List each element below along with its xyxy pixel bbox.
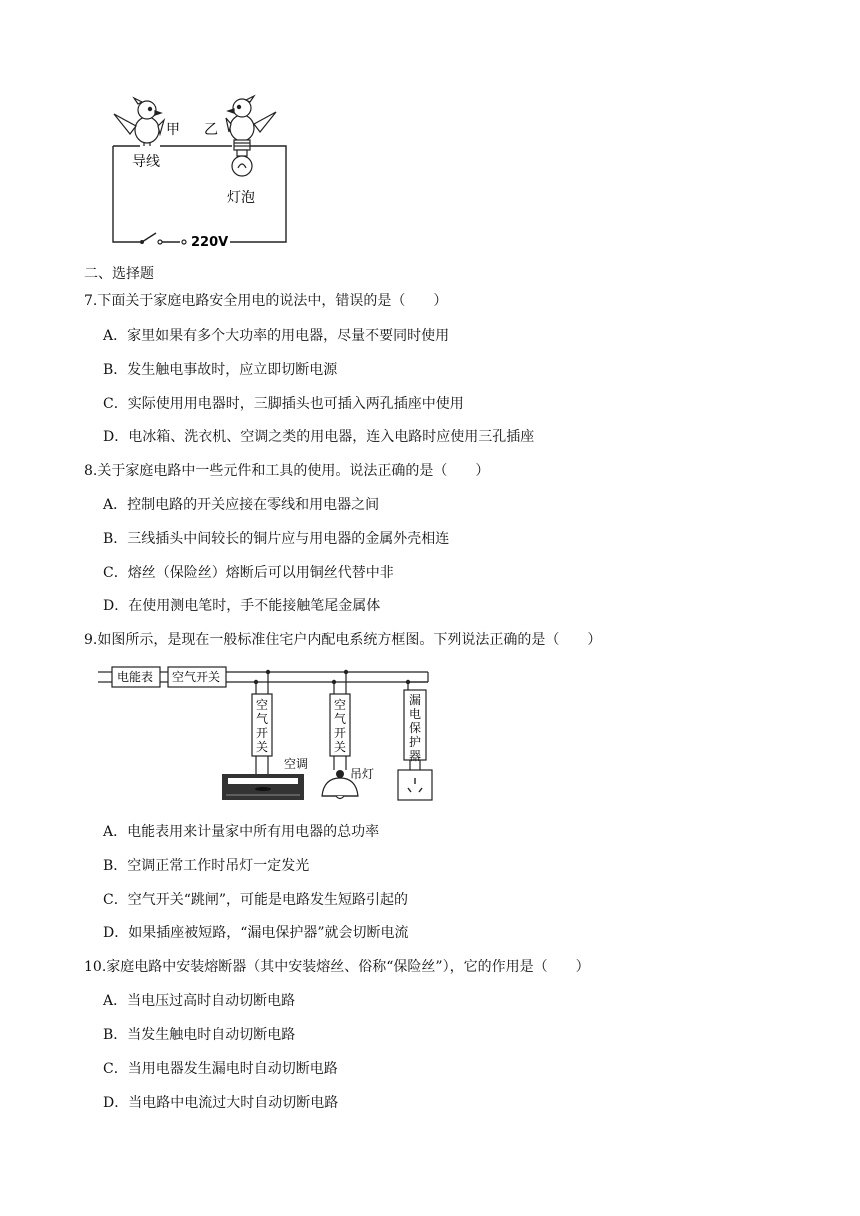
question-9-option-c: C．空气开关“跳闸”，可能是电路发生短路引起的 [103,892,409,908]
bulb-label: 灯泡 [227,190,255,206]
question-10-option-a: A．当电压过高时自动切断电路 [103,993,296,1009]
section-title: 二、选择题 [84,266,154,282]
question-7-option-a: A．家里如果有多个大功率的用电器，尽量不要同时使用 [103,328,450,344]
bird-jia-icon [114,98,164,146]
question-8-option-a: A．控制电路的开关应接在零线和用电器之间 [103,497,380,513]
branch2-breaker-label: 空气开关 [334,698,347,754]
wall-socket-icon [398,770,432,800]
question-7-option-d: D．电冰箱、洗衣机、空调之类的用电器，连入电路时应使用三孔插座 [103,429,535,445]
question-8-option-c: C．熔丝（保险丝）熔断后可以用铜丝代替中非 [103,565,394,581]
air-conditioner-label: 空调 [284,757,309,771]
air-conditioner-icon [222,774,304,800]
pendant-lamp-label: 吊灯 [350,767,375,781]
question-8-stem: 8.关于家庭电路中一些元件和工具的使用。说法正确的是（ ） [84,463,490,479]
distribution-system-figure [98,662,458,804]
branch1-breaker-label: 空气开关 [256,698,269,754]
voltage-label: 220V [191,235,229,250]
bird-yi-icon [226,96,276,141]
question-7-stem: 7.下面关于家庭电路安全用电的说法中，错误的是（ ） [84,293,448,309]
question-10-stem: 10.家庭电路中安装熔断器（其中安装熔丝、俗称“保险丝”），它的作用是（ ） [84,959,590,975]
bird-yi-label: 乙 [204,122,218,138]
energy-meter-label: 电能表 [117,670,154,684]
birds-circuit-figure [100,90,300,250]
bird-jia-label: 甲 [166,122,180,138]
wire-label: 导线 [132,154,160,170]
question-8-option-d: D．在使用测电笔时，手不能接触笔尾金属体 [103,598,381,614]
question-10-option-d: D．当电路中电流过大时自动切断电路 [103,1095,339,1111]
question-9-option-b: B．空调正常工作时吊灯一定发光 [103,858,310,874]
question-9-option-a: A．电能表用来计量家中所有用电器的总功率 [103,824,380,840]
question-8-option-b: B．三线插头中间较长的铜片应与用电器的金属外壳相连 [103,531,450,547]
question-7-option-b: B．发生触电事故时，应立即切断电源 [103,362,338,378]
question-7-option-c: C．实际使用用电器时，三脚插头也可插入两孔插座中使用 [103,396,464,412]
question-10-option-c: C．当用电器发生漏电时自动切断电路 [103,1061,338,1077]
question-9-option-d: D．如果插座被短路，“漏电保护器”就会切断电流 [103,925,409,941]
question-10-option-b: B．当发生触电时自动切断电路 [103,1027,296,1043]
light-bulb-icon [232,140,252,176]
main-breaker-label: 空气开关 [172,670,221,684]
leakage-protector-label: 漏电保护器 [409,693,422,763]
question-9-stem: 9.如图所示，是现在一般标准住宅户内配电系统方框图。下列说法正确的是（ ） [84,632,602,648]
